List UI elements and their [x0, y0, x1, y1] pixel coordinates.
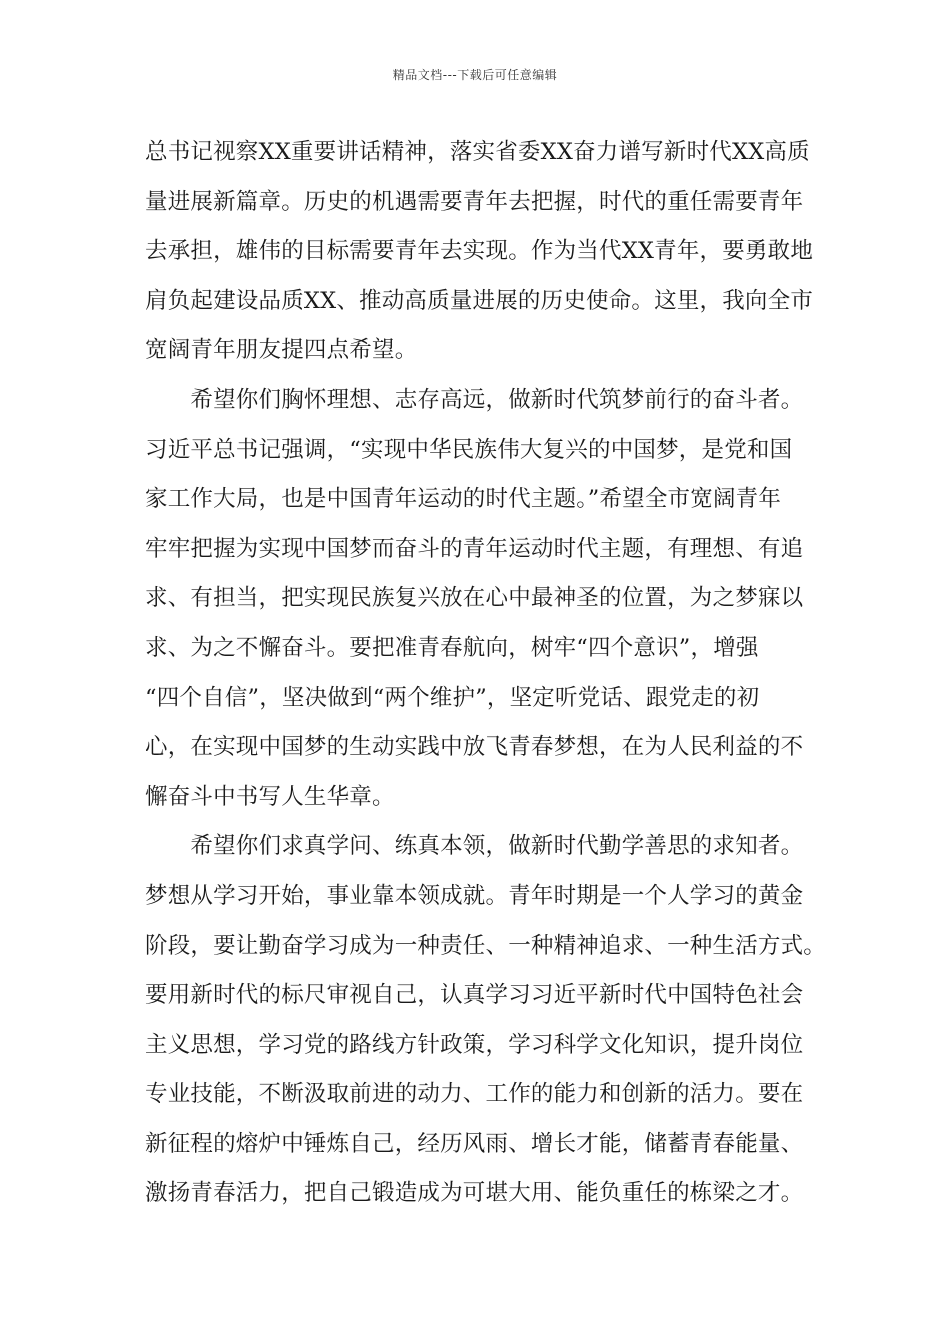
paragraph-2: [145, 376, 845, 822]
text-line: 懈奋斗中书写人生华章。: [145, 783, 395, 810]
text-line: 求、有担当，把实现民族复兴放在心中最神圣的位置，为之梦寐以: [145, 585, 804, 612]
text-line: 阶段，要让勤奋学习成为一种责任、一种精神追求、一种生活方式。: [145, 932, 827, 959]
text-line: 主义思想，学习党的路线方针政策，学习科学文化知识，提升岗位: [145, 1031, 804, 1058]
text-line: 家工作大局，也是中国青年运动的时代主题。”希望全市宽阔青年: [145, 486, 782, 513]
text-line: 希望你们胸怀理想、志存高远，做新时代筑梦前行的奋斗者。: [145, 386, 804, 413]
text-line: “四个自信”，坚决做到“两个维护”，坚定听党话、跟党走的初: [145, 684, 760, 711]
text-line: 习近平总书记强调，“实现中华民族伟大复兴的中国梦，是党和国: [145, 436, 793, 463]
text-line: 要用新时代的标尺审视自己，认真学习习近平新时代中国特色社会: [145, 982, 804, 1009]
text-line: 总书记视察XX重要讲话精神，落实省委XX奋力谱写新时代XX高质: [145, 139, 810, 165]
text-line: 新征程的熔炉中锤炼自己，经历风雨、增长才能，储蓄青春能量、: [145, 1130, 804, 1157]
text-line: 心，在实现中国梦的生动实践中放飞青春梦想，在为人民利益的不: [145, 734, 804, 761]
paragraph-1: [145, 128, 845, 376]
text-line: 希望你们求真学问、练真本领，做新时代勤学善思的求知者。: [145, 833, 804, 860]
text-line: 专业技能，不断汲取前进的动力、工作的能力和创新的活力。要在: [145, 1081, 804, 1108]
document-body: [145, 128, 845, 1219]
text-line: 梦想从学习开始，事业靠本领成就。青年时期是一个人学习的黄金: [145, 882, 804, 909]
text-line: 肩负起建设品质XX、推动高质量进展的历史使命。这里，我向全市: [145, 287, 814, 314]
page-header: 精品文档---下载后可任意编辑: [392, 68, 558, 82]
text-line: 去承担，雄伟的目标需要青年去实现。作为当代XX青年，要勇敢地: [145, 238, 814, 265]
paragraph-3: [145, 822, 845, 1219]
text-line: 宽阔青年朋友提四点希望。: [145, 337, 418, 364]
text-line: 牢牢把握为实现中国梦而奋斗的青年运动时代主题，有理想、有追: [145, 535, 804, 562]
text-line: 激扬青春活力，把自己锻造成为可堪大用、能负重任的栋梁之才。: [145, 1180, 804, 1207]
text-line: 量进展新篇章。历史的机遇需要青年去把握，时代的重任需要青年: [145, 188, 804, 215]
text-line: 求、为之不懈奋斗。要把准青春航向，树牢“四个意识”，增强: [145, 634, 759, 661]
